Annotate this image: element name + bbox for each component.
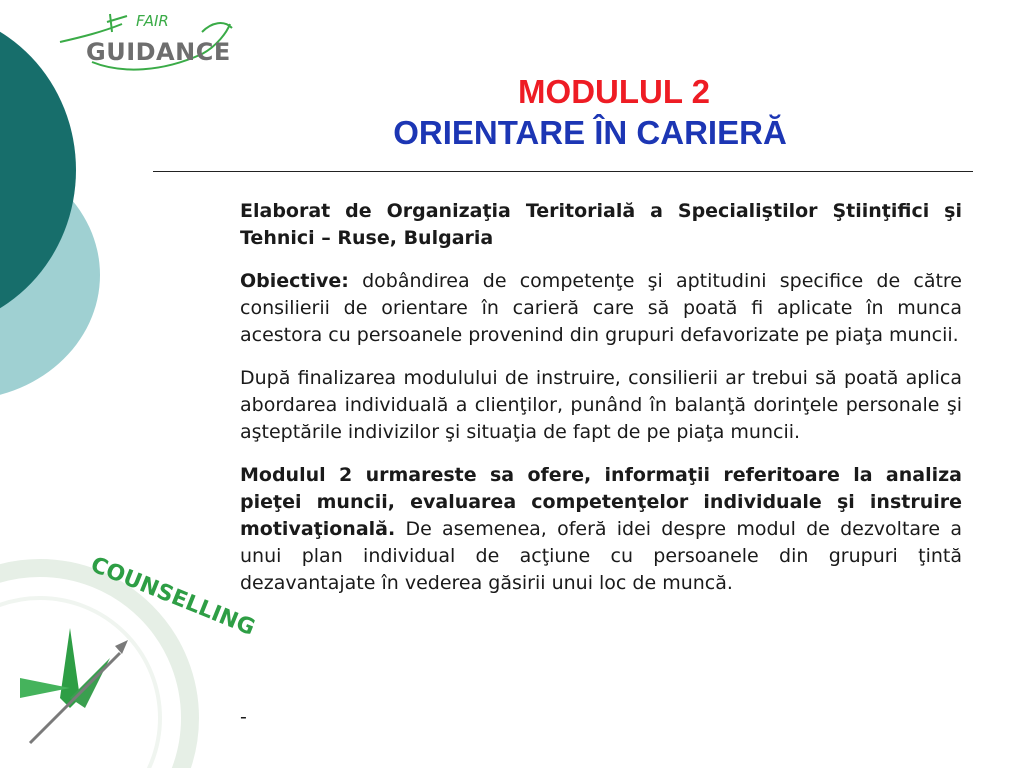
trailing-dash: - <box>240 706 247 728</box>
logo-word-guidance: GUIDANCE <box>86 38 231 66</box>
module-content-text: De asemenea, oferă idei despre modul de dezvoltare a unui plan individual de acţiune cu persoanele din grupuri ţintă dezavantajate în vederea găsirii unui loc de muncă. <box>240 518 962 594</box>
objectives-text: dobândirea de competenţe şi aptitudini specifice de către consilierii de orientare în carieră care să poată fi aplicate în munca acestora cu persoanele provenind din grupuri defavorizate pe piaţa muncii. <box>240 270 962 346</box>
compass-word: COUNSELLING <box>87 552 259 641</box>
slide-body <box>240 198 962 597</box>
title-divider <box>153 171 973 172</box>
paragraph-outcome: După finalizarea modulului de instruire, consilierii ar trebui să poată aplica abordarea individuală a clienţilor, punând în balanţă dorinţele personale şi aşteptările indivizilor şi situaţia de fapt de pe piaţa muncii. <box>240 367 962 443</box>
paragraph-objectives <box>240 268 962 349</box>
fair-guidance-logo <box>52 2 260 80</box>
counselling-compass-image <box>0 548 259 748</box>
page-title-module: MODULUL 2 <box>518 73 710 110</box>
logo-word-fair: FAIR <box>136 12 169 30</box>
module-content-bold: Modulul 2 urmareste sa ofere, informaţii referitoare la analiza pieţei muncii, evaluarea competenţelor individuale şi instruire motivaţională. <box>240 464 962 540</box>
objectives-label: Obiective: <box>240 270 349 292</box>
paragraph-module-content <box>240 462 962 597</box>
paragraph-author: Elaborat de Organizaţia Teritorială a Specialiştilor Ştiinţifici şi Tehnici – Ruse, Bulgaria <box>240 200 962 249</box>
page-title-subject: ORIENTARE ÎN CARIERĂ <box>393 114 787 151</box>
